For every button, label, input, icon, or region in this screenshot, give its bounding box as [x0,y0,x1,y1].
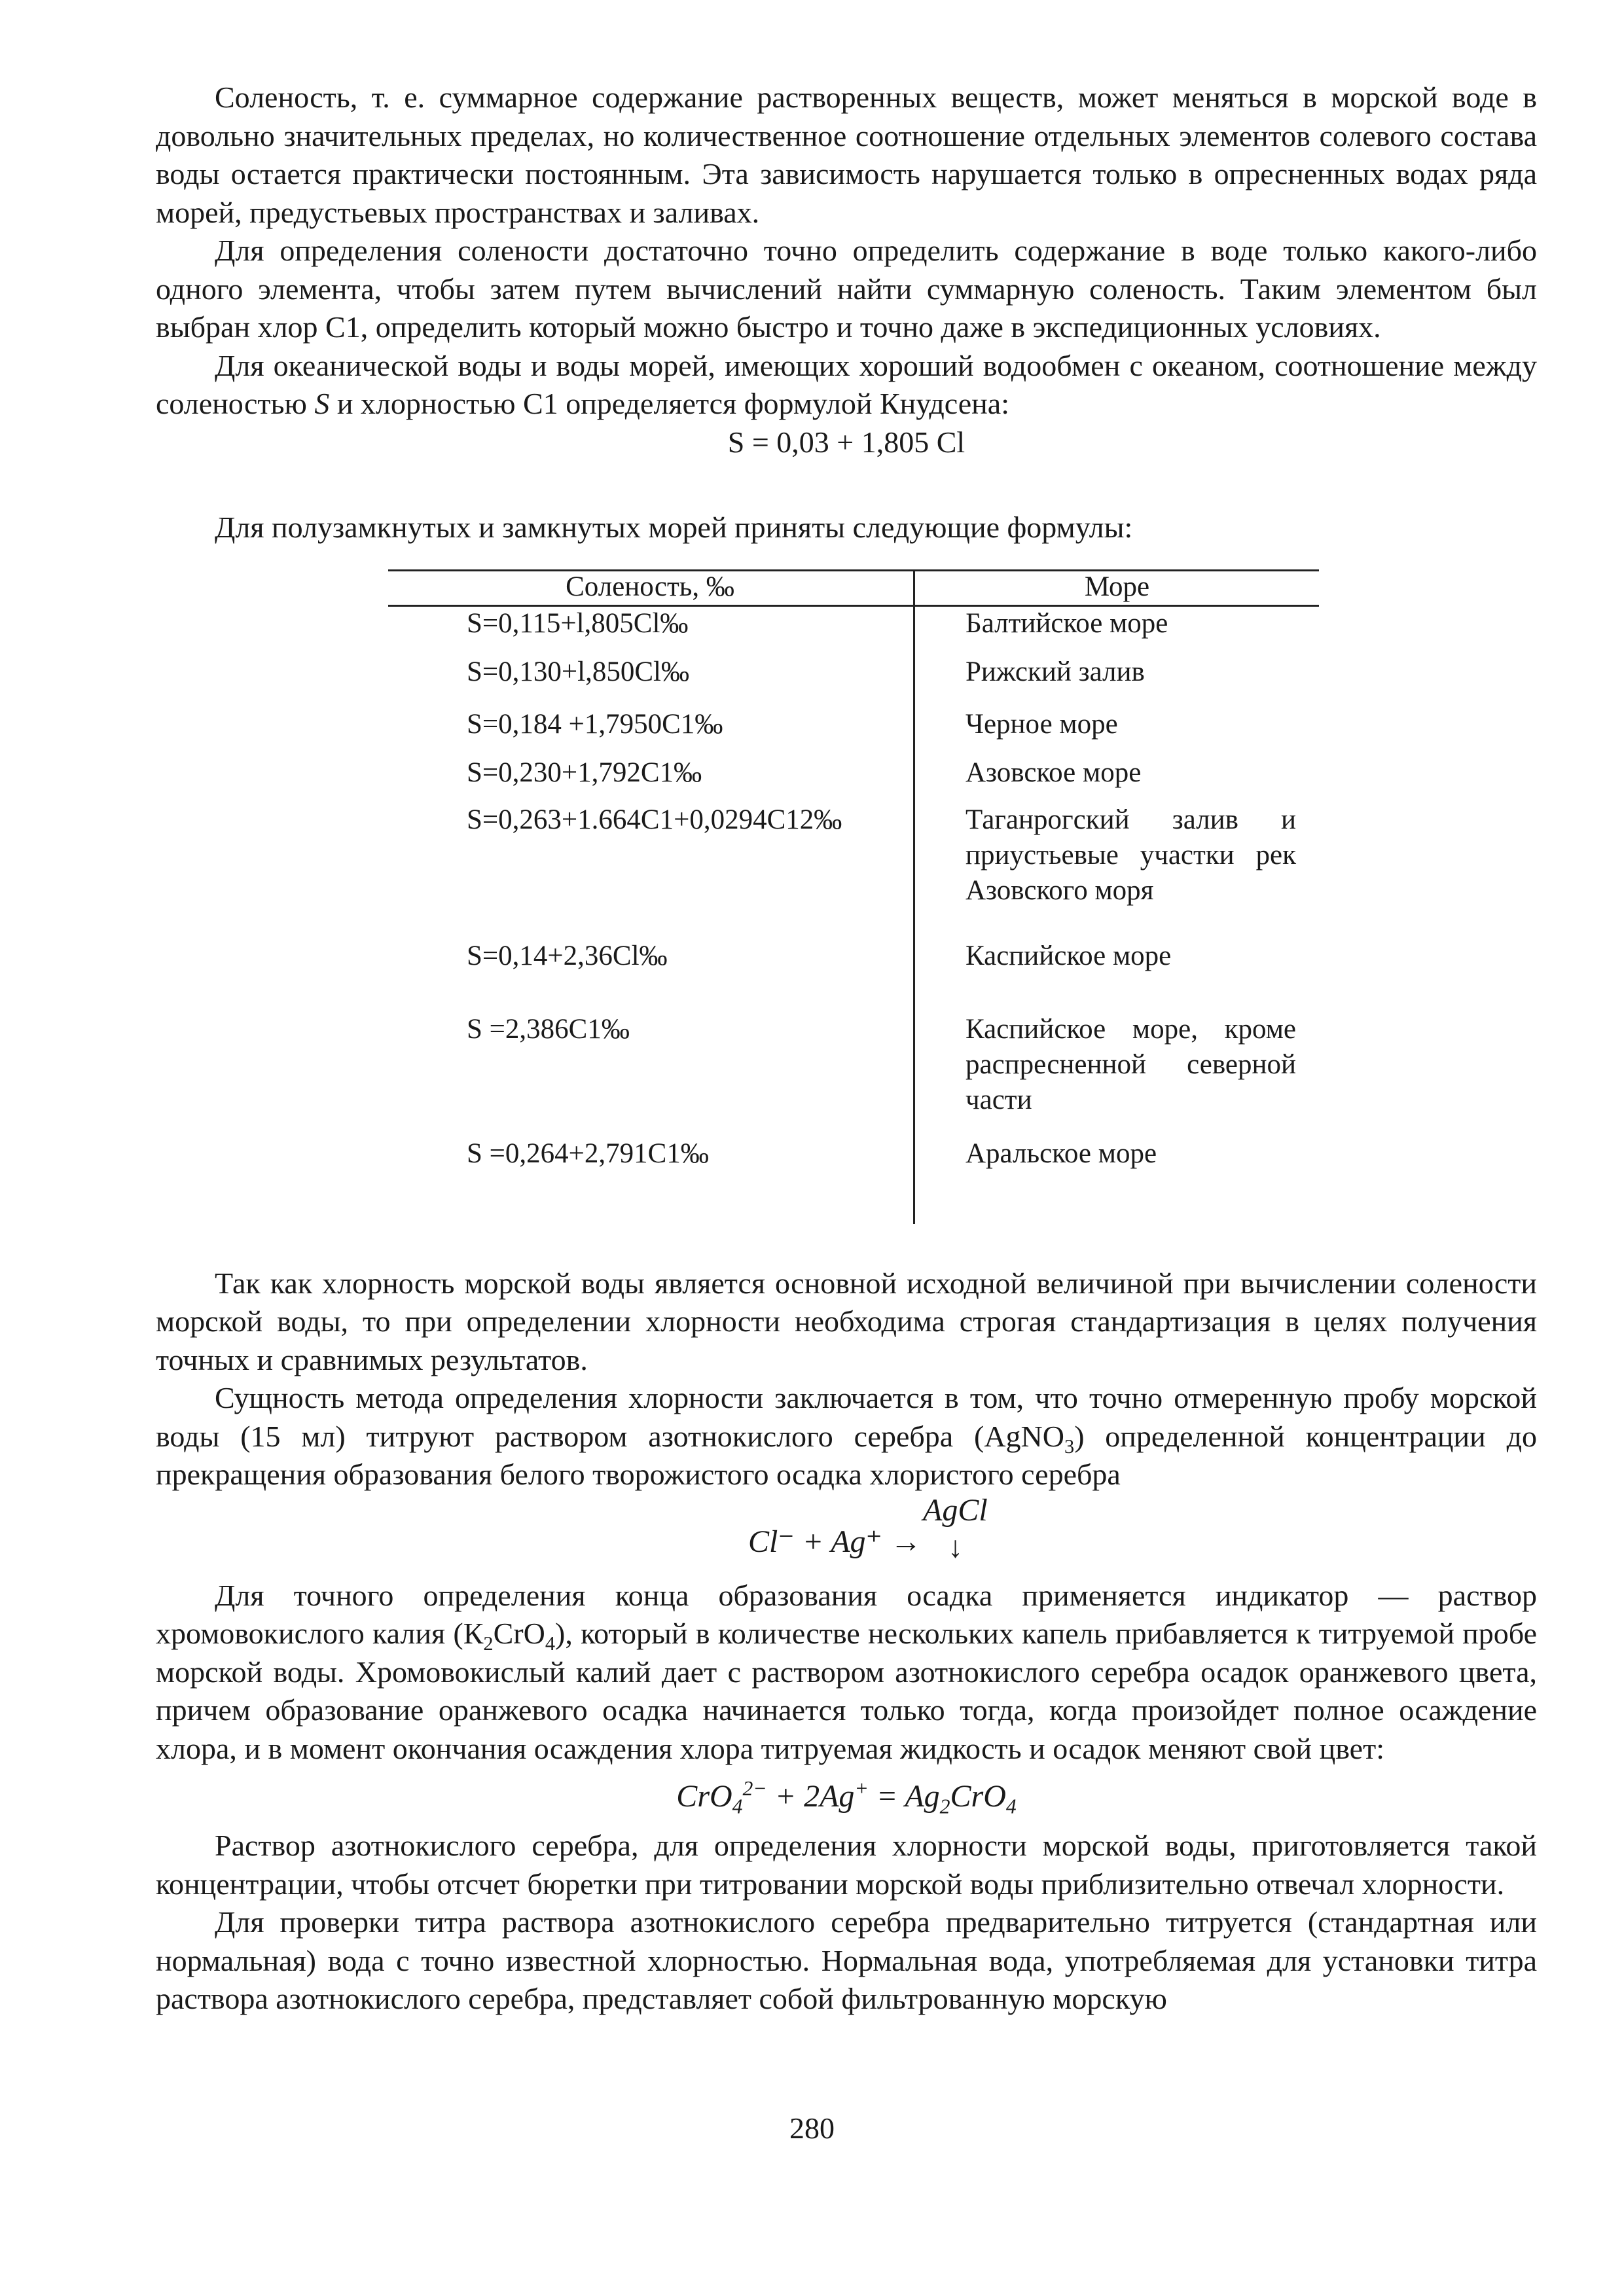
row-formula: S=0,115+l,805Cl‰ [467,607,689,639]
table-header-salinity: Соленость, ‰ [566,571,734,602]
eq-sup: + [854,1777,869,1800]
row-formula: S=0,230+1,792C1‰ [467,757,702,788]
page-number: 280 [789,2111,835,2145]
salinity-formula-table [156,569,1537,1224]
eq-sub: 2 [939,1795,950,1818]
equation-reactants: Cl⁻ + Ag⁺ → [748,1524,922,1559]
spacer [156,1224,1537,1265]
indicator-text-c: ), который в количестве нескольких капель прибавляется к титруемой пробе морской воды. Хромовокислый калий дает с раствором азотнокислого серебра осадок оранжевого цвета, причем образование оранжевого осадка начинается только тогда, когда произойдет полное осаждение хлора, и в момент окончания осаждения хлора титруемая жидкость и осадок меняют свой цвет: [156,1617,1538,1765]
paragraph-knudsen-intro [156,347,1537,423]
equation-product: AgCl [923,1492,988,1528]
row-sea: Балтийское море [965,607,1168,639]
row-formula: S=0,130+l,850Cl‰ [467,656,689,687]
eq-sub: 4 [732,1795,743,1818]
eq-part: + 2Ag [767,1779,855,1814]
titration-text-b: ) определенной концентрации до прекращения образования белого творожистого осадка хлористого серебра [156,1419,1537,1491]
eq-part: = Ag [868,1779,940,1814]
eq-sup: 2− [742,1777,767,1800]
eq-sub: 4 [1005,1795,1017,1818]
paragraph-table-intro: Для полузамкнутых и замкнутых морей приняты следующие формулы: [215,511,1133,544]
chromate-equation [156,1768,1537,1827]
row-formula: S=0,263+1.664C1+0,0294C12‰ [467,804,842,835]
row-sea: Рижский залив [965,656,1145,687]
salinity-symbol: S [314,387,330,420]
paragraph-indicator [156,1577,1537,1768]
knudsen-intro-b: и хлорностью С1 определяется формулой Кнудсена: [329,387,1009,420]
precipitate-arrow-icon: ↓ [948,1530,963,1564]
paragraph-salinity-definition: Соленость, т. е. суммарное содержание растворенных веществ, может меняться в морской воде в довольно значительных пределах, но количественное соотношение отдельных элементов солевого состава воды остается практически постоянным. Эта зависимость нарушается только в опресненных водах ряда морей, предустьевых пространствах и заливах. [156,81,1537,229]
table-column-divider [913,569,915,1224]
row-sea: Каспийское море, кроме распресненной северной части [965,1013,1296,1115]
row-sea: Аральское море [965,1138,1157,1169]
indicator-sub2: 4 [545,1632,556,1655]
row-sea: Таганрогский залив и приустьевые участки рек Азовского моря [965,804,1296,906]
knudsen-formula: S = 0,03 + 1,805 Cl [727,425,965,459]
row-formula: S=0,14+2,36Cl‰ [467,940,668,971]
row-sea: Азовское море [965,757,1142,788]
table-header-sea: Море [1084,571,1150,602]
eq-part: CrO [676,1779,732,1814]
row-formula: S =0,264+2,791C1‰ [467,1138,709,1169]
paragraph-titration-method [156,1379,1537,1494]
indicator-sub1: 2 [483,1632,494,1655]
row-formula: S=0,184 +1,7950C1‰ [467,708,723,740]
titration-text-a: Сущность метода определения хлорности заключается в том, что точно отмеренную пробу морской воды (15 мл) титруют раствором азотнокислого серебра (AgNO [156,1381,1537,1453]
indicator-text-b: CrO [493,1617,545,1650]
spacer [156,461,1537,509]
knudsen-intro-a: Для океанической воды и воды морей, имеющих хороший водообмен с океаном, соотношение между соленостью [156,348,1537,420]
paragraph-chlorine-method: Для определения солености достаточно точно определить содержание в воде только какого-либо одного элемента, чтобы затем путем вычислений найти суммарную соленость. Таким элементом был выбран хлор С1, определить который можно быстро и точно даже в экспедиционных условиях. [156,234,1537,344]
row-formula: S =2,386C1‰ [467,1013,630,1045]
paragraph-silver-nitrate-solution: Раствор азотнокислого серебра, для определения хлорности морской воды, приготовляется такой концентрации, чтобы отсчет бюретки при титровании морской воды приблизительно отвечал хлорности. [156,1829,1537,1901]
document-page [156,79,1537,2018]
precipitation-equation [156,1494,1537,1577]
row-sea: Каспийское море [965,940,1172,971]
titration-sub: 3 [1064,1435,1075,1458]
eq-part: CrO [950,1779,1006,1814]
paragraph-normal-water: Для проверки титра раствора азотнокислого серебра предварительно титруется (стандартная или нормальная) вода с точно известной хлорностью. Нормальная вода, употребляемая для установки титра раствора азотнокислого серебра, представляет собой фильтрованную морскую [156,1905,1537,2015]
row-sea: Черное море [965,708,1118,740]
paragraph-standardization: Так как хлорность морской воды является основной исходной величиной при вычислении солености морской воды, то при определении хлорности необходима строгая стандартизация в целях получения точных и сравнимых результатов. [156,1266,1537,1376]
indicator-text-a: Для точного определения конца образования осадка применяется индикатор — раствор хромовокислого калия (К [156,1578,1537,1650]
